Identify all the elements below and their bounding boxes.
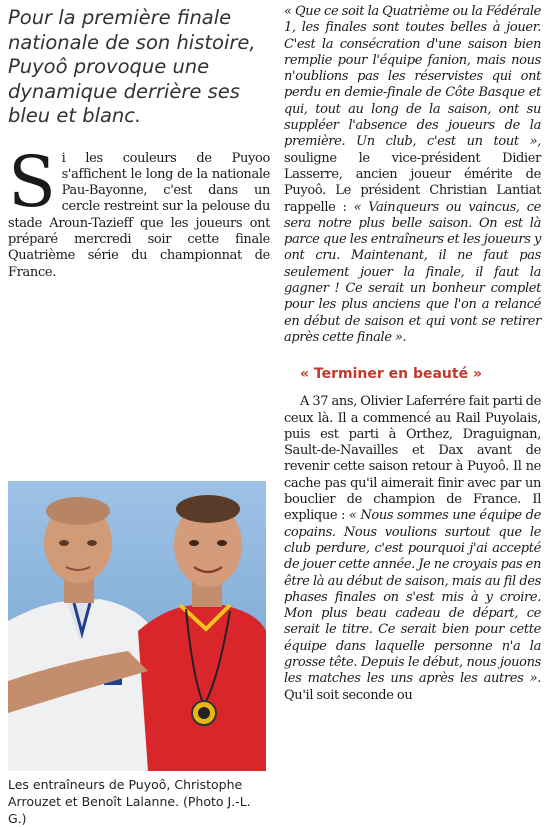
- standfirst: Pour la première finale nationale de son histoire, Puyoô provoque une dynamique derrière ses bleu et blanc.: [8, 6, 256, 127]
- lead-text: i les couleurs de Puyoo s'affichent le long de la nationale Pau-Bayonne, c'est dans un cercle restreint sur la pelouse du stade Aroun-Tazieff que les joueurs ont préparé mercredi soir cette finale Quatrième série du championnat de France.: [8, 150, 270, 280]
- article-photo: [8, 481, 266, 771]
- attribution-text: souligne le vice-président Didier Lasserre, ancien joueur émérite de Puyoô. Le président Christian Lantiat rappelle :: [284, 150, 541, 215]
- right-column: [284, 0, 541, 704]
- drop-cap: S: [8, 140, 56, 223]
- quote-president: « Vainqueurs ou vaincus, ce sera notre plus belle saison. On est là parce que les entraîneurs et les joueurs y ont cru. Maintenant, il ne faut pas seulement jouer la finale, il faut la gagner ! Ce serait un bonheur complet pour les plus anciens que l'on a relancé en début de saison et qui vont se retirer après cette finale ».: [284, 199, 541, 345]
- article-lead-paragraph: [8, 140, 270, 281]
- quote-vice-president: « Que ce soit la Quatrième ou la Fédérale 1, les finales sont toutes belles à jouer. C'est la consécration d'une saison bien remplie pour l'équipe fanion, mais nous n'oublions pas les réservistes qui ont perdu en demie-finale de Côte Basque et qui, tout au long de la saison, ont su suppléer l'absence des joueurs de la première. Un club, c'est un tout »,: [284, 4, 541, 150]
- second-paragraph: [284, 394, 541, 704]
- photo-caption: Les entraîneurs de Puyoô, Christophe Arrouzet et Benoît Lalanne. (Photo J.-L. G.): [8, 777, 251, 826]
- photo-illustration: [8, 481, 266, 771]
- right-opening-paragraph: [284, 4, 541, 346]
- left-column: [8, 0, 270, 281]
- quote-laferrere: « Nous sommes une équipe de copains. Nous voulions surtout que le club perdure, c'est pourquoi j'ai accepté de jouer cette année. Je ne croyais pas en être là au début de saison, mais au fil des phases finales on s'est mis à y croire. Mon plus beau cadeau de départ, ce serait le titre. Ce serait bien pour cette équipe dans laquelle personne n'a la grosse tête. Depuis le début, nous jouons les matches les uns après les autres ».: [284, 508, 541, 687]
- second-paragraph-end: Qu'il soit seconde ou: [284, 687, 413, 703]
- subheading: « Terminer en beauté »: [300, 366, 483, 383]
- second-paragraph-text: A 37 ans, Olivier Laferrére fait parti de ceux là. Il a commencé au Rail Puyolais, puis est parti à Orthez, Draguignan, Sault-de-Navailles et Dax avant de revenir cette saison retour à Puyoô. Il ne cache pas qu'il aimerait finir avec par un bouclier de champion de France. Il explique :: [284, 394, 541, 524]
